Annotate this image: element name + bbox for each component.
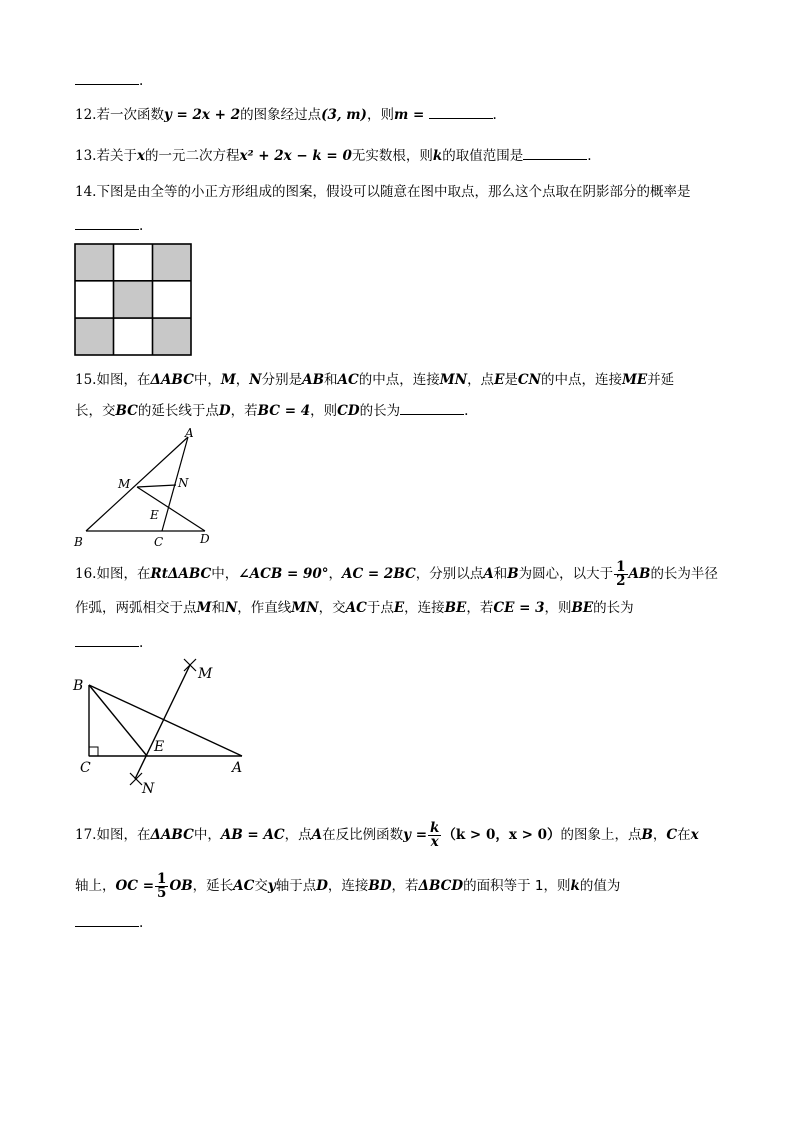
label-C: C [154, 535, 164, 549]
segment-BA [89, 685, 242, 756]
label-D: D [200, 532, 210, 546]
segment-MD [137, 487, 205, 531]
answer-blank [75, 912, 139, 927]
grid-cell-shaded [75, 244, 114, 281]
label-N: N [178, 476, 189, 490]
q17-answer-line: . [75, 912, 725, 933]
label-C: C [80, 760, 91, 776]
answer-blank [429, 104, 493, 119]
line-MN [135, 665, 190, 779]
question-13: 13.若关于x的一元二次方程x² + 2x − k = 0无实数根，则k的取值范围是 . [75, 145, 725, 166]
question-15: 15.如图，在ΔABC中，M，N分别是AB和AC的中点，连接MN，点E是CN的中点，连接ME并延 [75, 372, 675, 388]
answer-blank [400, 400, 464, 415]
segment-BE [89, 685, 147, 756]
label-A: A [185, 426, 194, 440]
label-B: B [73, 678, 84, 694]
question-16: 16.如图，在RtΔABC中，∠ACB = 90°，AC = 2BC，分别以点A和B为圆心，以大于 $\frac{1}{2}$ AB的长为半径 [75, 559, 718, 589]
answer-blank [75, 70, 139, 85]
answer-blank [75, 632, 139, 647]
grid-cell-shaded [75, 318, 114, 355]
q14-answer-line: . [75, 215, 725, 236]
segment-BA [86, 437, 188, 531]
question-17-line2: 轴上，OC = $\frac{1}{5}$ OB，延长AC交y轴于点D，连接BD，若ΔBCD的面积等于 1，则k的值为 [75, 871, 621, 901]
label-E: E [154, 739, 165, 755]
q16-answer-line: . [75, 632, 725, 653]
q15-triangle-figure [70, 425, 220, 550]
label-M: M [198, 666, 213, 682]
right-angle-mark [89, 747, 98, 756]
question-15-line2: 长，交BC的延长线于点D，若BC = 4，则CD的长为 . [75, 400, 725, 421]
grid-cell-shaded [114, 281, 153, 318]
answer-blank [523, 145, 587, 160]
q14-grid-figure [74, 243, 192, 356]
question-14: 14.下图是由全等的小正方形组成的图案，假设可以随意在图中取点，那么这个点取在阴影部分的概率是 [75, 184, 691, 200]
label-N: N [142, 781, 155, 797]
question-17: 17.如图，在ΔABC中，AB = AC，点A在反比例函数y = $\frac{k}{x}$ （k > 0，x > 0）的图象上，点B，C在x [75, 820, 699, 850]
label-M: M [118, 477, 131, 491]
question-12: 12.若一次函数y = 2x + 2的图象经过点(3, m)，则m = . [75, 104, 725, 125]
question-16-line2: 作弧，两弧相交于点M和N，作直线MN，交AC于点E，连接BE，若CE = 3，则BE的长为 [75, 600, 634, 616]
answer-blank [75, 215, 139, 230]
segment-MN [137, 485, 176, 487]
label-A: A [232, 760, 243, 776]
label-B: B [74, 535, 83, 549]
q16-triangle-figure [70, 655, 255, 800]
q16-lines [89, 659, 242, 785]
label-E: E [150, 508, 159, 522]
grid-cell-shaded [153, 318, 192, 355]
q11-answer-line: . [75, 70, 725, 91]
grid-cell-shaded [153, 244, 192, 281]
